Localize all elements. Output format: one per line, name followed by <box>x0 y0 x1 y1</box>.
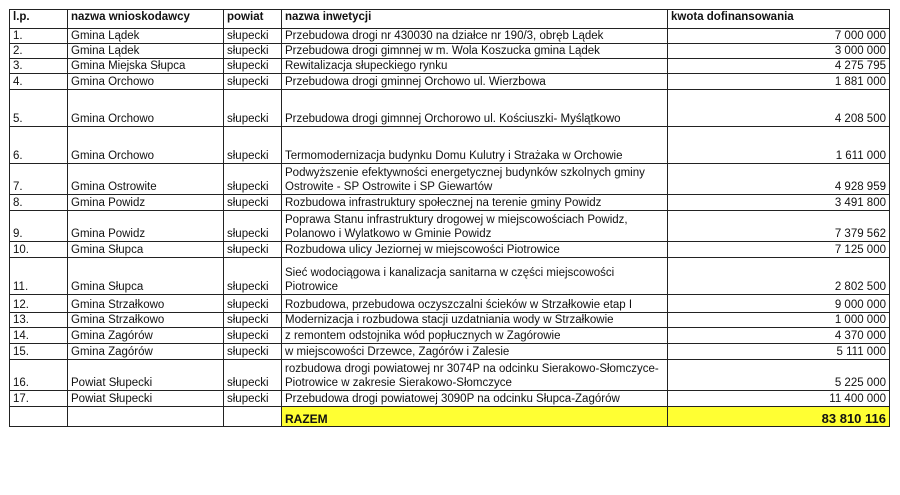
cell-kwota: 7 379 562 <box>668 211 890 242</box>
cell-lp: 17. <box>10 391 68 407</box>
cell-kwota: 7 000 000 <box>668 29 890 44</box>
cell-inwestycja: Podwyższenie efektywności energetycznej budynków szkolnych gminy Ostrowite - SP Ostrowite i SP Giewartów <box>282 164 668 195</box>
table-row <box>10 44 890 59</box>
cell-lp: 13. <box>10 313 68 328</box>
cell-wnioskodawca: Powiat Słupecki <box>68 391 224 407</box>
cell-powiat: słupecki <box>224 44 282 59</box>
cell-kwota: 5 225 000 <box>668 360 890 391</box>
cell-kwota: 4 928 959 <box>668 164 890 195</box>
cell-lp: 6. <box>10 127 68 164</box>
cell-powiat: słupecki <box>224 313 282 328</box>
cell-lp: 4. <box>10 74 68 90</box>
header-powiat: powiat <box>224 10 282 29</box>
table-row <box>10 328 890 344</box>
table-row <box>10 74 890 90</box>
table-row <box>10 211 890 242</box>
cell-kwota: 4 275 795 <box>668 59 890 74</box>
cell-kwota: 1 000 000 <box>668 313 890 328</box>
cell-wnioskodawca: Gmina Lądek <box>68 44 224 59</box>
cell-lp: 5. <box>10 90 68 127</box>
cell-wnioskodawca: Gmina Zagórów <box>68 344 224 360</box>
cell-powiat: słupecki <box>224 328 282 344</box>
cell-wnioskodawca: Gmina Strzałkowo <box>68 295 224 313</box>
cell-inwestycja: Termomodernizacja budynku Domu Kulutry i Strażaka w Orchowie <box>282 127 668 164</box>
cell-inwestycja: Przebudowa drogi gminnej Orchowo ul. Wierzbowa <box>282 74 668 90</box>
funding-table <box>9 9 890 427</box>
total-blank-1 <box>10 407 68 427</box>
cell-lp: 8. <box>10 195 68 211</box>
cell-powiat: słupecki <box>224 360 282 391</box>
header-lp: l.p. <box>10 10 68 29</box>
cell-inwestycja: Rewitalizacja słupeckiego rynku <box>282 59 668 74</box>
cell-wnioskodawca: Gmina Strzałkowo <box>68 313 224 328</box>
cell-kwota: 1 881 000 <box>668 74 890 90</box>
header-row <box>10 10 890 29</box>
cell-kwota: 4 208 500 <box>668 90 890 127</box>
table-row <box>10 313 890 328</box>
table-row <box>10 344 890 360</box>
cell-lp: 9. <box>10 211 68 242</box>
cell-powiat: słupecki <box>224 242 282 258</box>
cell-kwota: 11 400 000 <box>668 391 890 407</box>
cell-lp: 1. <box>10 29 68 44</box>
table-row <box>10 242 890 258</box>
cell-inwestycja: Modernizacja i rozbudowa stacji uzdatniania wody w Strzałkowie <box>282 313 668 328</box>
cell-lp: 11. <box>10 258 68 295</box>
cell-powiat: słupecki <box>224 90 282 127</box>
cell-lp: 12. <box>10 295 68 313</box>
cell-wnioskodawca: Gmina Orchowo <box>68 74 224 90</box>
cell-powiat: słupecki <box>224 391 282 407</box>
table-row <box>10 195 890 211</box>
cell-wnioskodawca: Gmina Słupca <box>68 258 224 295</box>
cell-inwestycja: Rozbudowa infrastruktury społecznej na terenie gminy Powidz <box>282 195 668 211</box>
total-row <box>10 407 890 427</box>
table-row <box>10 258 890 295</box>
cell-kwota: 4 370 000 <box>668 328 890 344</box>
cell-inwestycja: Rozbudowa, przebudowa oczyszczalni ścieków w Strzałkowie etap I <box>282 295 668 313</box>
cell-lp: 2. <box>10 44 68 59</box>
cell-kwota: 2 802 500 <box>668 258 890 295</box>
table-row <box>10 90 890 127</box>
cell-inwestycja: w miejscowości Drzewce, Zagórów i Zalesie <box>282 344 668 360</box>
cell-kwota: 1 611 000 <box>668 127 890 164</box>
cell-wnioskodawca: Gmina Zagórów <box>68 328 224 344</box>
cell-kwota: 3 491 800 <box>668 195 890 211</box>
header-wnioskodawca: nazwa wnioskodawcy <box>68 10 224 29</box>
table-body <box>10 29 890 407</box>
cell-inwestycja: Rozbudowa ulicy Jeziornej w miejscowości Piotrowice <box>282 242 668 258</box>
cell-wnioskodawca: Powiat Słupecki <box>68 360 224 391</box>
cell-powiat: słupecki <box>224 59 282 74</box>
cell-inwestycja: Przebudowa drogi powiatowej 3090P na odcinku Słupca-Zagórów <box>282 391 668 407</box>
cell-wnioskodawca: Gmina Ostrowite <box>68 164 224 195</box>
table-row <box>10 360 890 391</box>
table-row <box>10 127 890 164</box>
cell-powiat: słupecki <box>224 195 282 211</box>
cell-wnioskodawca: Gmina Lądek <box>68 29 224 44</box>
cell-lp: 3. <box>10 59 68 74</box>
cell-powiat: słupecki <box>224 164 282 195</box>
cell-lp: 14. <box>10 328 68 344</box>
header-inwestycja: nazwa inwetycji <box>282 10 668 29</box>
cell-wnioskodawca: Gmina Orchowo <box>68 127 224 164</box>
cell-inwestycja: Sieć wodociągowa i kanalizacja sanitarna w części miejscowości Piotrowice <box>282 258 668 295</box>
table-row <box>10 164 890 195</box>
cell-kwota: 3 000 000 <box>668 44 890 59</box>
cell-inwestycja: Przebudowa drogi nr 430030 na działce nr 190/3, obręb Lądek <box>282 29 668 44</box>
table-row <box>10 59 890 74</box>
table-row <box>10 29 890 44</box>
cell-lp: 7. <box>10 164 68 195</box>
cell-kwota: 9 000 000 <box>668 295 890 313</box>
cell-wnioskodawca: Gmina Miejska Słupca <box>68 59 224 74</box>
cell-lp: 15. <box>10 344 68 360</box>
cell-powiat: słupecki <box>224 29 282 44</box>
cell-inwestycja: Przebudowa drogi gimnnej Orchorowo ul. Kościuszki- Myślątkowo <box>282 90 668 127</box>
cell-powiat: słupecki <box>224 344 282 360</box>
total-blank-3 <box>224 407 282 427</box>
total-value: 83 810 116 <box>668 407 890 427</box>
cell-powiat: słupecki <box>224 74 282 90</box>
cell-wnioskodawca: Gmina Powidz <box>68 211 224 242</box>
total-blank-2 <box>68 407 224 427</box>
cell-lp: 16. <box>10 360 68 391</box>
cell-wnioskodawca: Gmina Powidz <box>68 195 224 211</box>
cell-powiat: słupecki <box>224 127 282 164</box>
cell-powiat: słupecki <box>224 258 282 295</box>
header-kwota: kwota dofinansowania <box>668 10 890 29</box>
cell-inwestycja: Poprawa Stanu infrastruktury drogowej w miejscowościach Powidz, Polanowo i Wylatkowo w Gminie Powidz <box>282 211 668 242</box>
table-row <box>10 295 890 313</box>
cell-powiat: słupecki <box>224 295 282 313</box>
cell-kwota: 5 111 000 <box>668 344 890 360</box>
total-label: RAZEM <box>282 407 668 427</box>
cell-wnioskodawca: Gmina Orchowo <box>68 90 224 127</box>
cell-powiat: słupecki <box>224 211 282 242</box>
cell-kwota: 7 125 000 <box>668 242 890 258</box>
cell-inwestycja: Przebudowa drogi gimnnej w m. Wola Koszucka gmina Lądek <box>282 44 668 59</box>
cell-wnioskodawca: Gmina Słupca <box>68 242 224 258</box>
table-row <box>10 391 890 407</box>
cell-inwestycja: z remontem odstojnika wód popłucznych w Zagórowie <box>282 328 668 344</box>
cell-lp: 10. <box>10 242 68 258</box>
cell-inwestycja: rozbudowa drogi powiatowej nr 3074P na odcinku Sierakowo-Słomczyce-Piotrowice w zakresie Sierakowo-Słomczyce <box>282 360 668 391</box>
